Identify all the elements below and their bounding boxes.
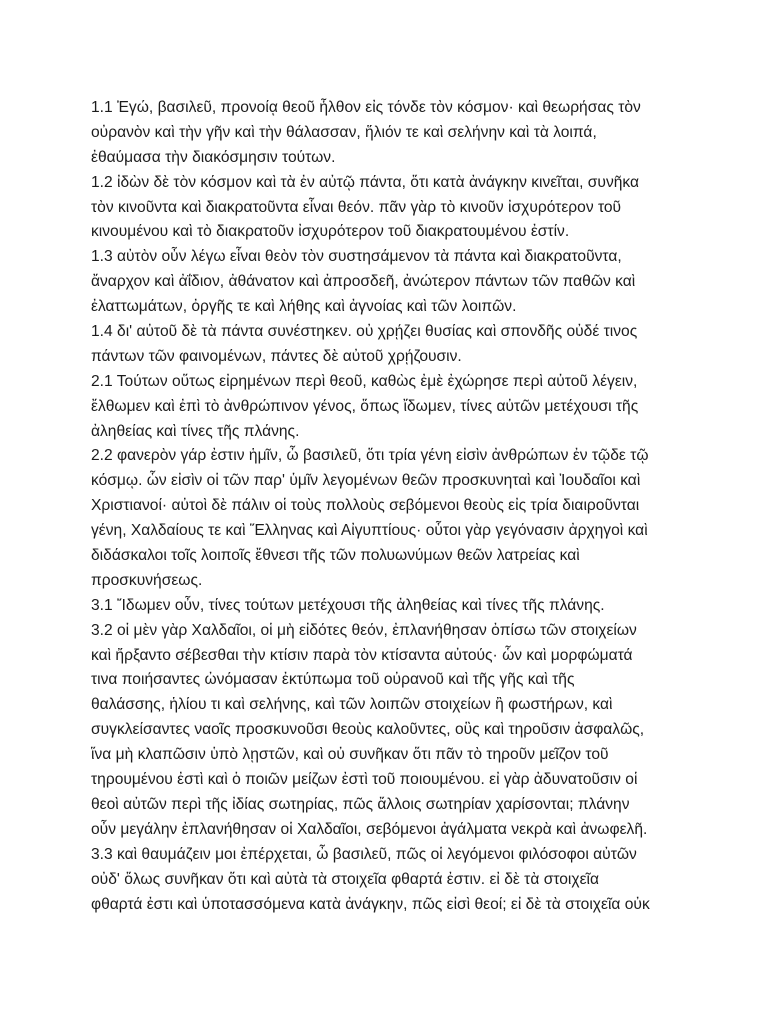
text-line: καὶ ἤρξαντο σέβεσθαι τὴν κτίσιν παρὰ τὸν κτίσαντα αὐτούς· ὧν καὶ μορφώματά	[91, 646, 633, 664]
text-line: ἀληθείας καὶ τίνες τῆς πλάνης.	[91, 422, 300, 440]
text-line: γένη, Χαλδαίους τε καὶ Ἕλληνας καὶ Αἰγυπτίους· οὗτοι γὰρ γεγόνασιν ἀρχηγοὶ καὶ	[91, 522, 648, 540]
text-line: ἄναρχον καὶ ἀΐδιον, ἀθάνατον καὶ ἀπροσδεῆ, ἀνώτερον πάντων τῶν παθῶν καὶ	[91, 273, 636, 291]
text-line: πάντων τῶν φαινομένων, πάντες δὲ αὐτοῦ χρῄζουσιν.	[91, 347, 462, 365]
text-line: 3.1 Ἴδωμεν οὖν, τίνες τούτων μετέχουσι τῆς ἀληθείας καὶ τίνες τῆς πλάνης.	[91, 596, 605, 614]
text-line: ἵνα μὴ κλαπῶσιν ὑπὸ λῃστῶν, καὶ οὐ συνῆκαν ὅτι πᾶν τὸ τηροῦν μεῖζον τοῦ	[91, 746, 609, 764]
text-line: ἔλθωμεν καὶ ἐπὶ τὸ ἀνθρώπινον γένος, ὅπως ἴδωμεν, τίνες αὐτῶν μετέχουσι τῆς	[91, 397, 639, 415]
text-line: τινα ποιήσαντες ὠνόμασαν ἐκτύπωμα τοῦ οὐρανοῦ καὶ τῆς γῆς καὶ τῆς	[91, 671, 575, 689]
text-line: 1.2 ἰδὼν δὲ τὸν κόσμον καὶ τὰ ἐν αὐτῷ πάντα, ὅτι κατὰ ἀνάγκην κινεῖται, συνῆκα	[91, 173, 640, 191]
text-line: διδάσκαλοι τοῖς λοιποῖς ἔθνεσι τῆς τῶν πολυωνύμων θεῶν λατρείας καὶ	[91, 547, 580, 565]
text-line: κόσμῳ. ὧν εἰσὶν οἱ τῶν παρ' ὑμῖν λεγομένων θεῶν προσκυνηταὶ καὶ Ἰουδαῖοι καὶ	[91, 472, 641, 490]
text-line: θεοὶ αὐτῶν περὶ τῆς ἰδίας σωτηρίας, πῶς ἄλλοις σωτηρίαν χαρίσονται; πλάνην	[91, 795, 630, 813]
text-line: τὸν κινοῦντα καὶ διακρατοῦντα εἶναι θεόν. πᾶν γὰρ τὸ κινοῦν ἰσχυρότερον τοῦ	[91, 198, 622, 216]
text-line: προσκυνήσεως.	[91, 571, 203, 589]
text-line: οὐρανὸν καὶ τὴν γῆν καὶ τὴν θάλασσαν, ἥλιόν τε καὶ σελήνην καὶ τὰ λοιπά,	[91, 123, 597, 141]
text-line: θαλάσσης, ἡλίου τι καὶ σελήνης, καὶ τῶν λοιπῶν στοιχείων ἢ φωστήρων, καὶ	[91, 696, 613, 714]
text-line: 1.4 δι' αὐτοῦ δὲ τὰ πάντα συνέστηκεν. οὐ χρῄζει θυσίας καὶ σπονδῆς οὐδέ τινος	[91, 323, 638, 341]
text-line: 3.3 καὶ θαυμάζειν μοι ἐπέρχεται, ὦ βασιλεῦ, πῶς οἱ λεγόμενοι φιλόσοφοι αὐτῶν	[91, 845, 637, 863]
document-text	[91, 96, 691, 917]
text-line: 3.2 οἱ μὲν γὰρ Χαλδαῖοι, οἱ μὴ εἰδότες θεόν, ἐπλανήθησαν ὀπίσω τῶν στοιχείων	[91, 621, 637, 639]
text-line: φθαρτά ἐστι καὶ ὑποτασσόμενα κατὰ ἀνάγκην, πῶς εἰσὶ θεοί; εἰ δὲ τὰ στοιχεῖα οὐκ	[91, 895, 650, 913]
text-line: 1.1 Ἐγώ, βασιλεῦ, προνοίᾳ θεοῦ ἦλθον εἰς τόνδε τὸν κόσμον· καὶ θεωρήσας τὸν	[91, 99, 641, 116]
text-line: οὖν μεγάλην ἐπλανήθησαν οἱ Χαλδαῖοι, σεβόμενοι ἀγάλματα νεκρὰ καὶ ἀνωφελῆ.	[91, 820, 648, 838]
text-line: κινουμένου καὶ τὸ διακρατοῦν ἰσχυρότερον τοῦ διακρατουμένου ἐστίν.	[91, 223, 570, 241]
text-line: ἐλαττωμάτων, ὀργῆς τε καὶ λήθης καὶ ἀγνοίας καὶ τῶν λοιπῶν.	[91, 298, 517, 316]
text-line: τηρουμένου ἐστὶ καὶ ὁ ποιῶν μείζων ἐστὶ τοῦ ποιουμένου. εἰ γὰρ ἀδυνατοῦσιν οἱ	[91, 771, 638, 789]
text-line: συγκλείσαντες ναοῖς προσκυνοῦσι θεοὺς καλοῦντες, οὓς καὶ τηροῦσιν ἀσφαλῶς,	[91, 721, 645, 739]
text-line: ἐθαύμασα τὴν διακόσμησιν τούτων.	[91, 148, 336, 166]
text-line: 2.2 φανερὸν γάρ ἐστιν ἡμῖν, ὦ βασιλεῦ, ὅτι τρία γένη εἰσὶν ἀνθρώπων ἐν τῷδε τῷ	[91, 447, 649, 465]
text-line: 2.1 Τούτων οὕτως εἰρημένων περὶ θεοῦ, καθὼς ἐμὲ ἐχώρησε περὶ αὐτοῦ λέγειν,	[91, 372, 638, 390]
text-line: Χριστιανοί· αὐτοὶ δὲ πάλιν οἱ τοὺς πολλοὺς σεβόμενοι θεοὺς εἰς τρία διαιροῦνται	[91, 497, 640, 515]
text-line: 1.3 αὐτὸν οὖν λέγω εἶναι θεὸν τὸν συστησάμενον τὰ πάντα καὶ διακρατοῦντα,	[91, 248, 622, 266]
text-line: οὐδ' ὅλως συνῆκαν ὅτι καὶ αὐτὰ τὰ στοιχεῖα φθαρτά ἐστιν. εἰ δὲ τὰ στοιχεῖα	[91, 870, 600, 888]
